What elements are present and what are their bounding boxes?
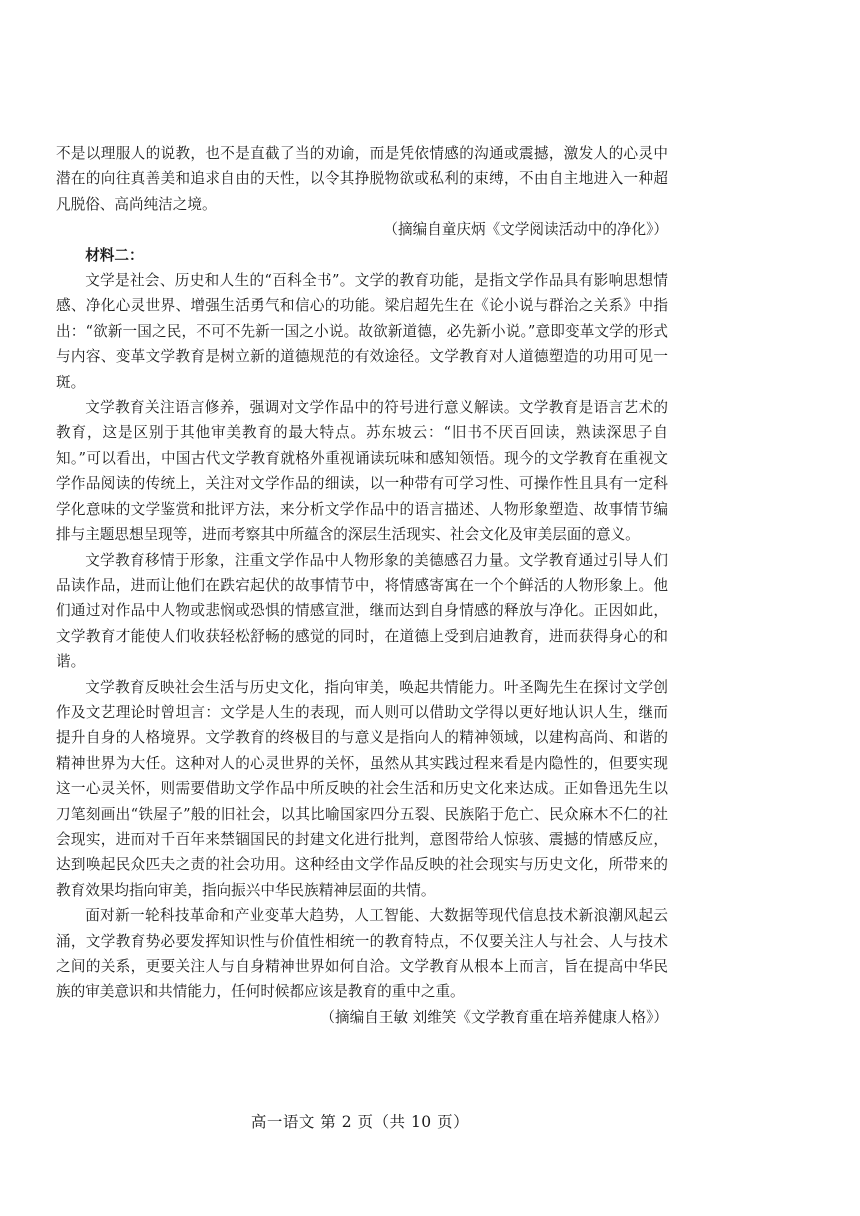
paragraph-5: 面对新一轮科技革命和产业变革大趋势，人工智能、大数据等现代信息技术新浪潮风起云涌，文学教育势必要发挥知识性与价值性相统一的教育特点，不仅要关注人与社会、人与技术之间的关系，更要关注人与自身精神世界如何自洽。文学教育从根本上而言，旨在提高中华民族的审美意识和共情能力，任何时候都应该是教育的重中之重。 xyxy=(56,907,668,1001)
intro-paragraph: 不是以理服人的说教，也不是直截了当的劝谕，而是凭依情感的沟通或震撼，激发人的心灵中潜在的向往真善美和追求自由的天性，以令其挣脱物欲或私利的束缚，不由自主地进入一种超凡脱俗、高尚纯洁之境。 xyxy=(56,145,668,213)
paragraph-1: 文学是社会、历史和人生的“百科全书”。文学的教育功能，是指文学作品具有影响思想情感、净化心灵世界、增强生活勇气和信心的功能。梁启超先生在《论小说与群治之关系》中指出：“欲新一国之民，不可不先新一国之小说。故欲新道德，必先新小说。”意即变革文学的形式与内容、变革文学教育是树立新的道德规范的有效途径。文学教育对人道德塑造的功用可见一斑。 xyxy=(56,272,668,391)
paragraph-3: 文学教育移情于形象，注重文学作品中人物形象的美德感召力量。文学教育通过引导人们品读作品，进而让他们在跌宕起伏的故事情节中，将情感寄寓在一个个鲜活的人物形象上。他们通过对作品中人物或悲悯或恐惧的情感宣泄，继而达到自身情感的释放与净化。正因如此，文学教育才能使人们收获轻松舒畅的感觉的同时，在道德上受到启迪教育，进而获得身心的和谐。 xyxy=(56,551,668,671)
document-body xyxy=(56,141,668,1030)
source-citation-2: （摘编自王敏 刘维笑《文学教育重在培养健康人格》） xyxy=(320,1008,668,1026)
paragraph-4: 文学教育反映社会生活与历史文化，指向审美，唤起共情能力。叶圣陶先生在探讨文学创作及文艺理论时曾坦言：文学是人生的表现，而人则可以借助文学得以更好地认识人生，继而提升自身的人格境界。文学教育的终极目的与意义是指向人的精神领域，以建构高尚、和谐的精神世界为大任。这种对人的心灵世界的关怀，虽然从其实践过程来看是内隐性的，但要实现这一心灵关怀，则需要借助文学作品中所反映的社会生活和历史文化来达成。正如鲁迅先生以刀笔刻画出“铁屋子”般的旧社会，以其比喻国家四分五裂、民族陷于危亡、民众麻木不仁的社会现实，进而对千百年来禁锢国民的封建文化进行批判，意图带给人惊骇、震撼的情感反应，达到唤起民众匹夫之责的社会功用。这种经由文学作品反映的社会现实与历史文化，所带来的教育效果均指向审美，指向振兴中华民族精神层面的共情。 xyxy=(56,678,668,899)
page-footer: 高一语文 第 2 页（共 10 页） xyxy=(250,1113,470,1131)
source-citation-1: （摘编自童庆炳《文学阅读活动中的净化》） xyxy=(383,221,668,239)
section-heading: 材料二： xyxy=(85,246,144,264)
paragraph-2: 文学教育关注语言修养，强调对文学作品中的符号进行意义解读。文学教育是语言艺术的教育，这是区别于其他审美教育的最大特点。苏东坡云：“旧书不厌百回读，熟读深思子自知。”可以看出，中国古代文学教育就格外重视诵读玩味和感知领悟。现今的文学教育在重视文学作品阅读的传统上，关注对文学作品的细读，以一种带有可学习性、可操作性且具有一定科学化意味的文学鉴赏和批评方法，来分析文学作品中的语言描述、人物形象塑造、故事情节编排与主题思想呈现等，进而考察其中所蕴含的深层生活现实、社会文化及审美层面的意义。 xyxy=(56,399,668,544)
